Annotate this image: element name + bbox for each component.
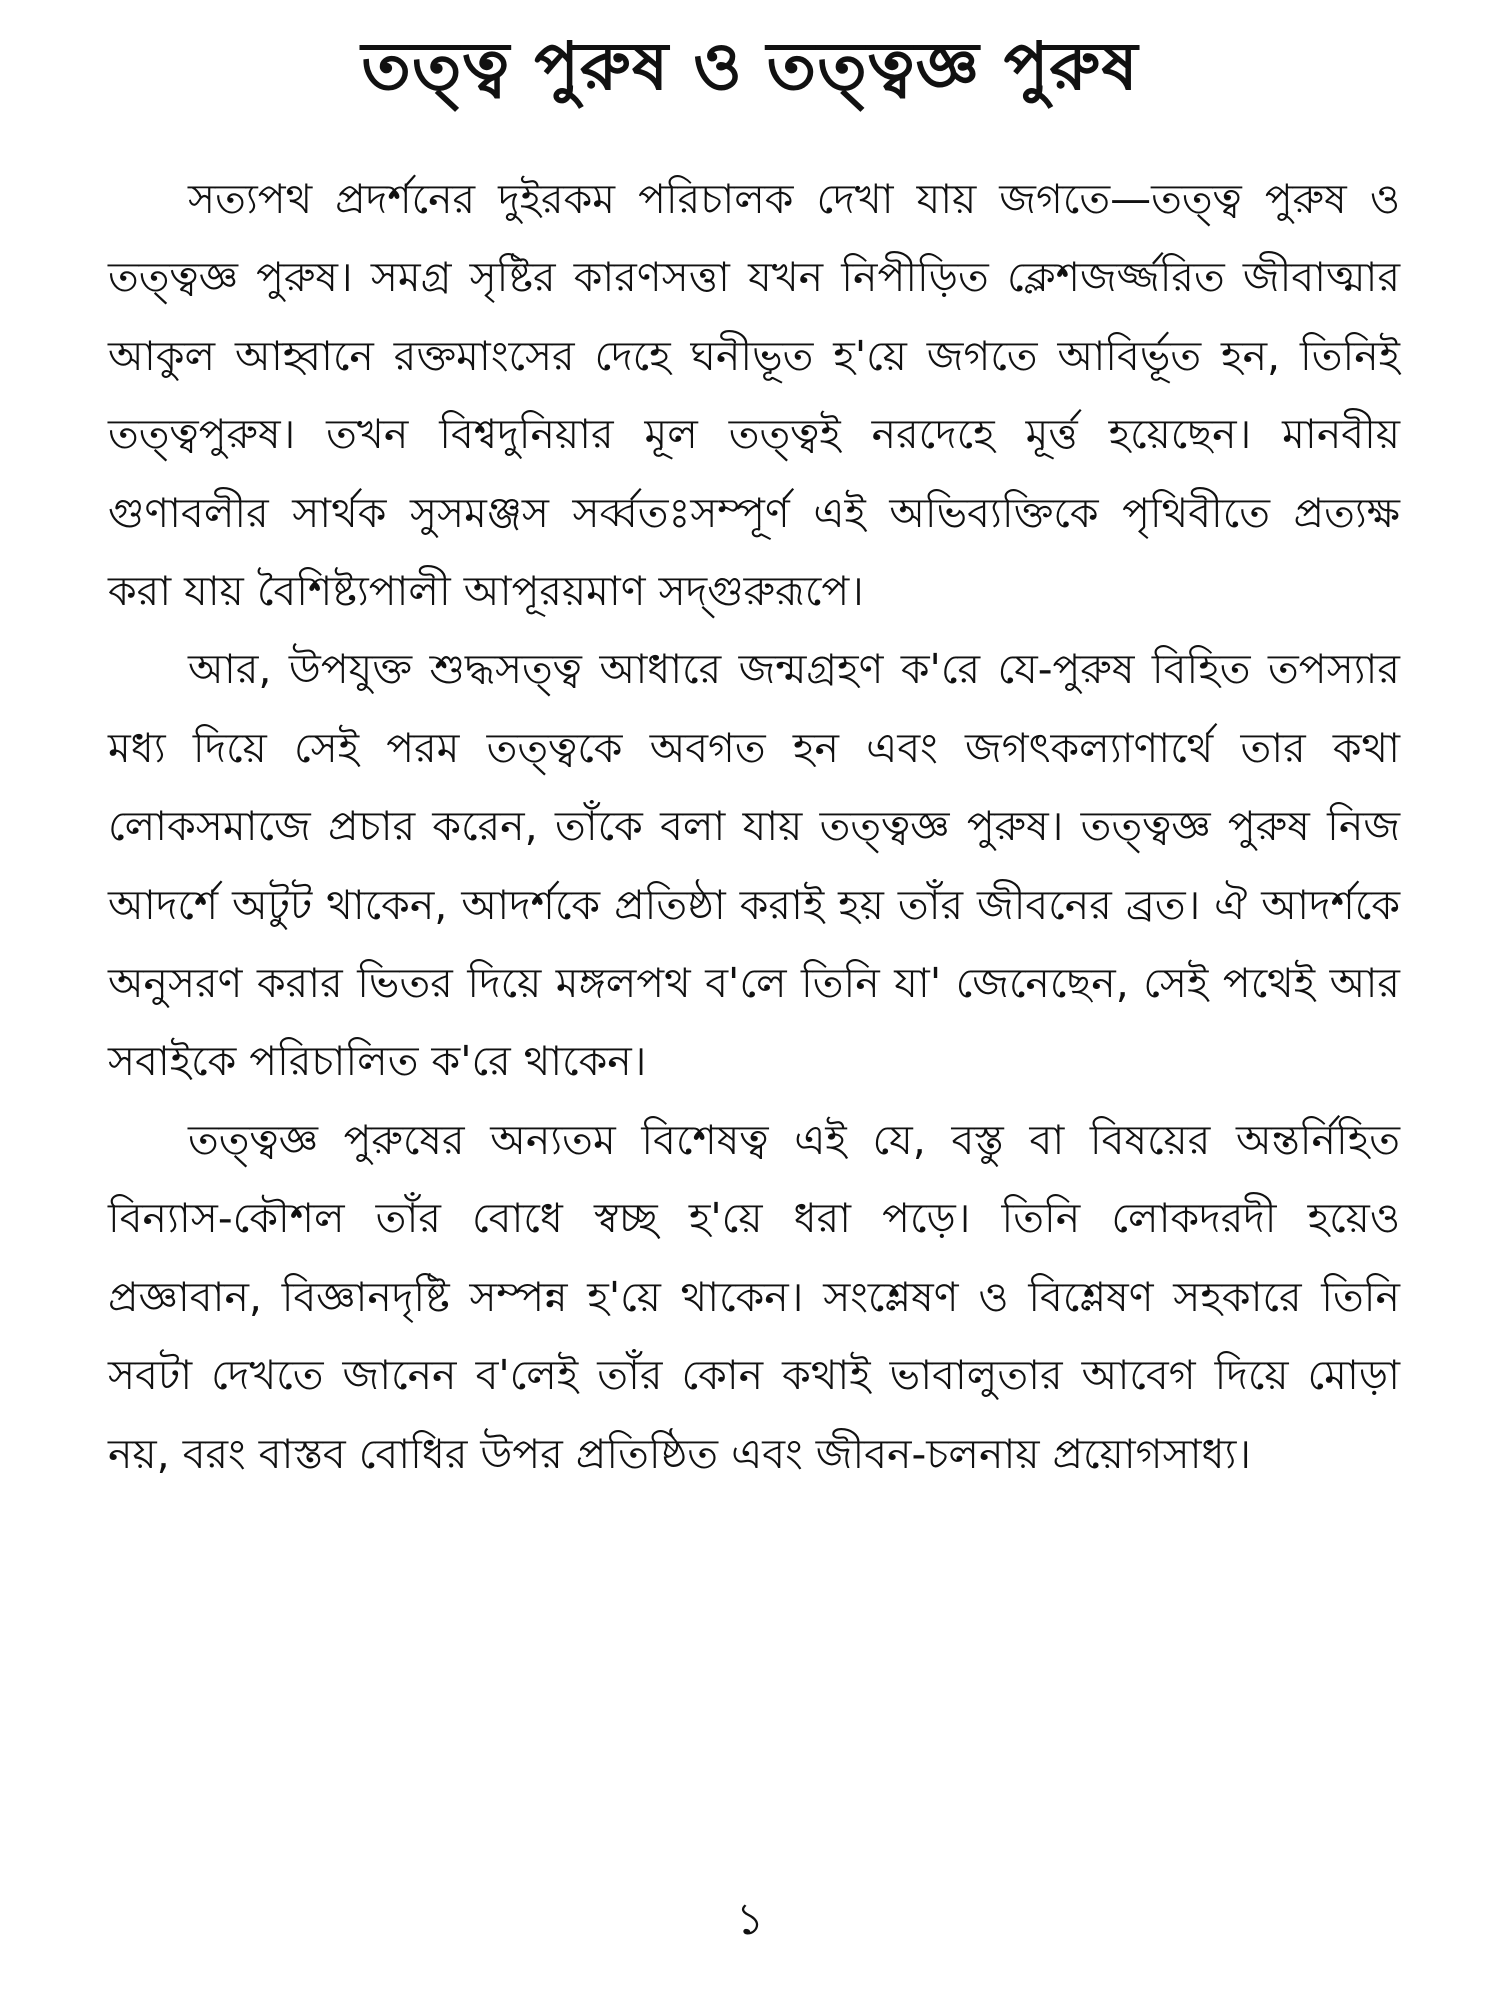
page-number: ১ <box>735 1894 765 1945</box>
paragraph-2: আর, উপযুক্ত শুদ্ধসত্ত্ব আধারে জন্মগ্রহণ ক'রে যে-পুরুষ বিহিত তপস্যার মধ্য দিয়ে সেই পরম তত্ত্বকে অবগত হন এবং জগৎকল্যাণার্থে তার কথা লোকসমাজে প্রচার করেন, তাঁকে বলা যায় তত্ত্বজ্ঞ পুরুষ। তত্ত্বজ্ঞ পুরুষ নিজ আদর্শে অটুট থাকেন, আদর্শকে প্রতিষ্ঠা করাই হয় তাঁর জীবনের ব্রত। ঐ আদর্শকে অনুসরণ করার ভিতর দিয়ে মঙ্গলপথ ব'লে তিনি যা' জেনেছেন, সেই পথেই আর সবাইকে পরিচালিত ক'রে থাকেন। <box>108 645 1400 1086</box>
chapter-title: তত্ত্ব পুরুষ ও তত্ত্বজ্ঞ পুরুষ <box>361 28 1139 105</box>
paragraph-3: তত্ত্বজ্ঞ পুরুষের অন্যতম বিশেষত্ব এই যে, বস্তু বা বিষয়ের অন্তর্নিহিত বিন্যাস-কৌশল তাঁর বোধে স্বচ্ছ হ'য়ে ধরা পড়ে। তিনি লোকদরদী হয়েও প্রজ্ঞাবান, বিজ্ঞানদৃষ্টি সম্পন্ন হ'য়ে থাকেন। সংশ্লেষণ ও বিশ্লেষণ সহকারে তিনি সবটা দেখতে জানেন ব'লেই তাঁর কোন কথাই ভাবালুতার আবেগ দিয়ে মোড়া নয়, বরং বাস্তব বোধির উপর প্রতিষ্ঠিত এবং জীবন-চলনায় প্রয়োগসাধ্য। <box>108 1115 1400 1478</box>
paragraph-1: সত্যপথ প্রদর্শনের দুইরকম পরিচালক দেখা যায় জগতে—তত্ত্ব পুরুষ ও তত্ত্বজ্ঞ পুরুষ। সমগ্র সৃষ্টির কারণসত্তা যখন নিপীড়িত ক্লেশজর্জ্জরিত জীবাত্মার আকুল আহ্বানে রক্তমাংসের দেহে ঘনীভূত হ'য়ে জগতে আবির্ভূত হন, তিনিই তত্ত্বপুরুষ। তখন বিশ্বদুনিয়ার মূল তত্ত্বই নরদেহে মূর্ত্ত হয়েছেন। মানবীয় গুণাবলীর সার্থক সুসমঞ্জস সর্ব্বতঃসম্পূর্ণ এই অভিব্যক্তিকে পৃথিবীতে প্রত্যক্ষ করা যায় বৈশিষ্ট্যপালী আপূরয়মাণ সদ্গুরুরূপে। <box>108 175 1400 616</box>
chapter-body <box>108 160 1400 1493</box>
